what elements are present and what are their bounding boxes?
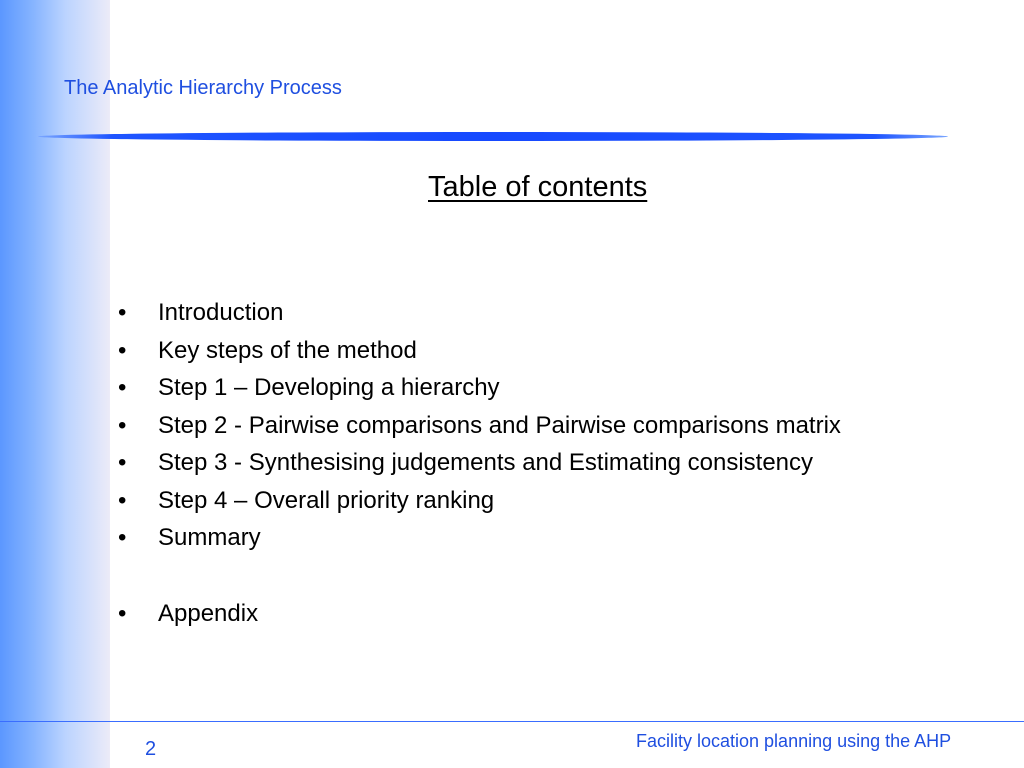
bullet-icon: • — [118, 599, 127, 627]
header-title: The Analytic Hierarchy Process — [64, 77, 342, 99]
side-gradient-band — [0, 0, 110, 768]
bullet-icon: • — [118, 486, 127, 514]
bullet-icon: • — [118, 524, 127, 551]
list-item-label: Step 3 - Synthesising judgements and Estimating consistency — [158, 449, 814, 476]
bullet-icon: • — [118, 411, 127, 439]
bullet-icon: • — [118, 336, 127, 364]
list-item-label: Key steps of the method — [158, 336, 417, 364]
list-item — [116, 519, 841, 557]
list-item — [116, 369, 841, 407]
list-item — [116, 332, 841, 370]
list-item — [116, 407, 841, 445]
bullet-icon: • — [118, 299, 127, 326]
page-title: Table of contents — [428, 171, 648, 203]
page-number: 2 — [145, 738, 157, 760]
list-item-label: Step 2 - Pairwise comparisons and Pairwise comparisons matrix — [158, 411, 841, 439]
footer-divider — [0, 721, 1024, 722]
list-item-label: Summary — [158, 524, 261, 551]
list-item — [116, 444, 841, 482]
footer-caption: Facility location planning using the AHP — [636, 731, 952, 751]
list-item-label: Step 4 – Overall priority ranking — [158, 486, 495, 514]
bullet-icon: • — [118, 449, 127, 476]
list-item — [116, 482, 841, 520]
list-item-label: Introduction — [158, 299, 284, 326]
bullet-icon: • — [118, 374, 127, 401]
list-item-label: Appendix — [158, 599, 259, 627]
list-item — [116, 595, 841, 633]
list-item — [116, 294, 841, 332]
toc-list — [116, 294, 841, 632]
header-divider-bar — [38, 132, 948, 141]
list-item-label: Step 1 – Developing a hierarchy — [158, 374, 500, 401]
